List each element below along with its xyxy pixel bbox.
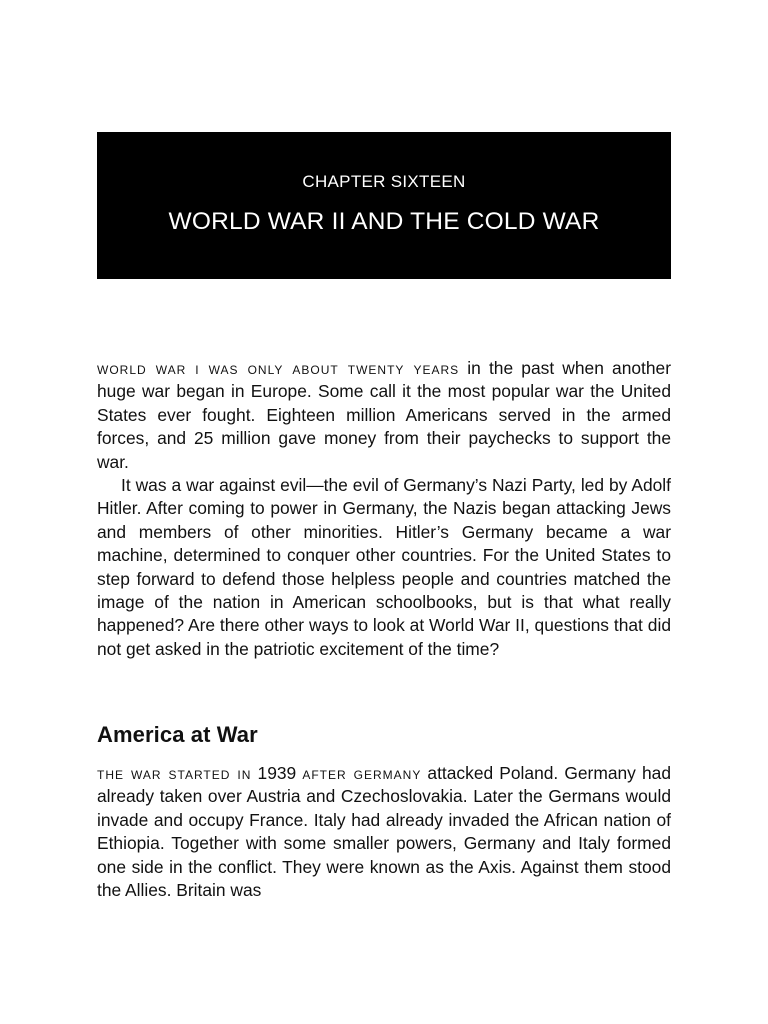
intro-lead-in: world war i was only about twenty years: [97, 359, 460, 378]
section-lead-in-2: after germany: [302, 764, 422, 783]
section-paragraph-1: [97, 762, 671, 902]
chapter-banner: [97, 132, 671, 279]
chapter-title: WORLD WAR II AND THE COLD WAR: [168, 208, 600, 235]
intro-text: [97, 357, 671, 661]
section-text: [97, 762, 671, 902]
intro-paragraph-1: [97, 357, 671, 474]
section-year: 1939: [251, 763, 303, 783]
section-heading: America at War: [97, 722, 258, 747]
intro-paragraph-1-text: in the past when another huge war began in Europe. Some call it the most popular war the United States ever fought. Eighteen million Americans served in the armed forces, and 25 million gave money from their paychecks to support the war.: [97, 358, 672, 472]
section-lead-in-1: the war started in: [97, 764, 252, 783]
intro-paragraph-2: It was a war against evil—the evil of Germany’s Nazi Party, led by Adolf Hitler. After coming to power in Germany, the Nazis began attacking Jews and members of other minorities. Hitler’s Germany became a war machine, determined to conquer other countries. For the United States to step forward to defend those helpless people and countries matched the image of the nation in American schoolbooks, but is that what really happened? Are there other ways to look at World War II, questions that did not get asked in the patriotic excitement of the time?: [97, 475, 671, 659]
section-paragraph-1-text: attacked Poland. Germany had already taken over Austria and Czechoslovakia. Later the Germans would invade and occupy France. Italy had already invaded the African nation of Ethiopia. Together with some smaller powers, Germany and Italy formed one side in the conflict. They were known as the Axis. Against them stood the Allies. Britain was: [97, 763, 671, 901]
chapter-label: CHAPTER SIXTEEN: [302, 172, 466, 191]
